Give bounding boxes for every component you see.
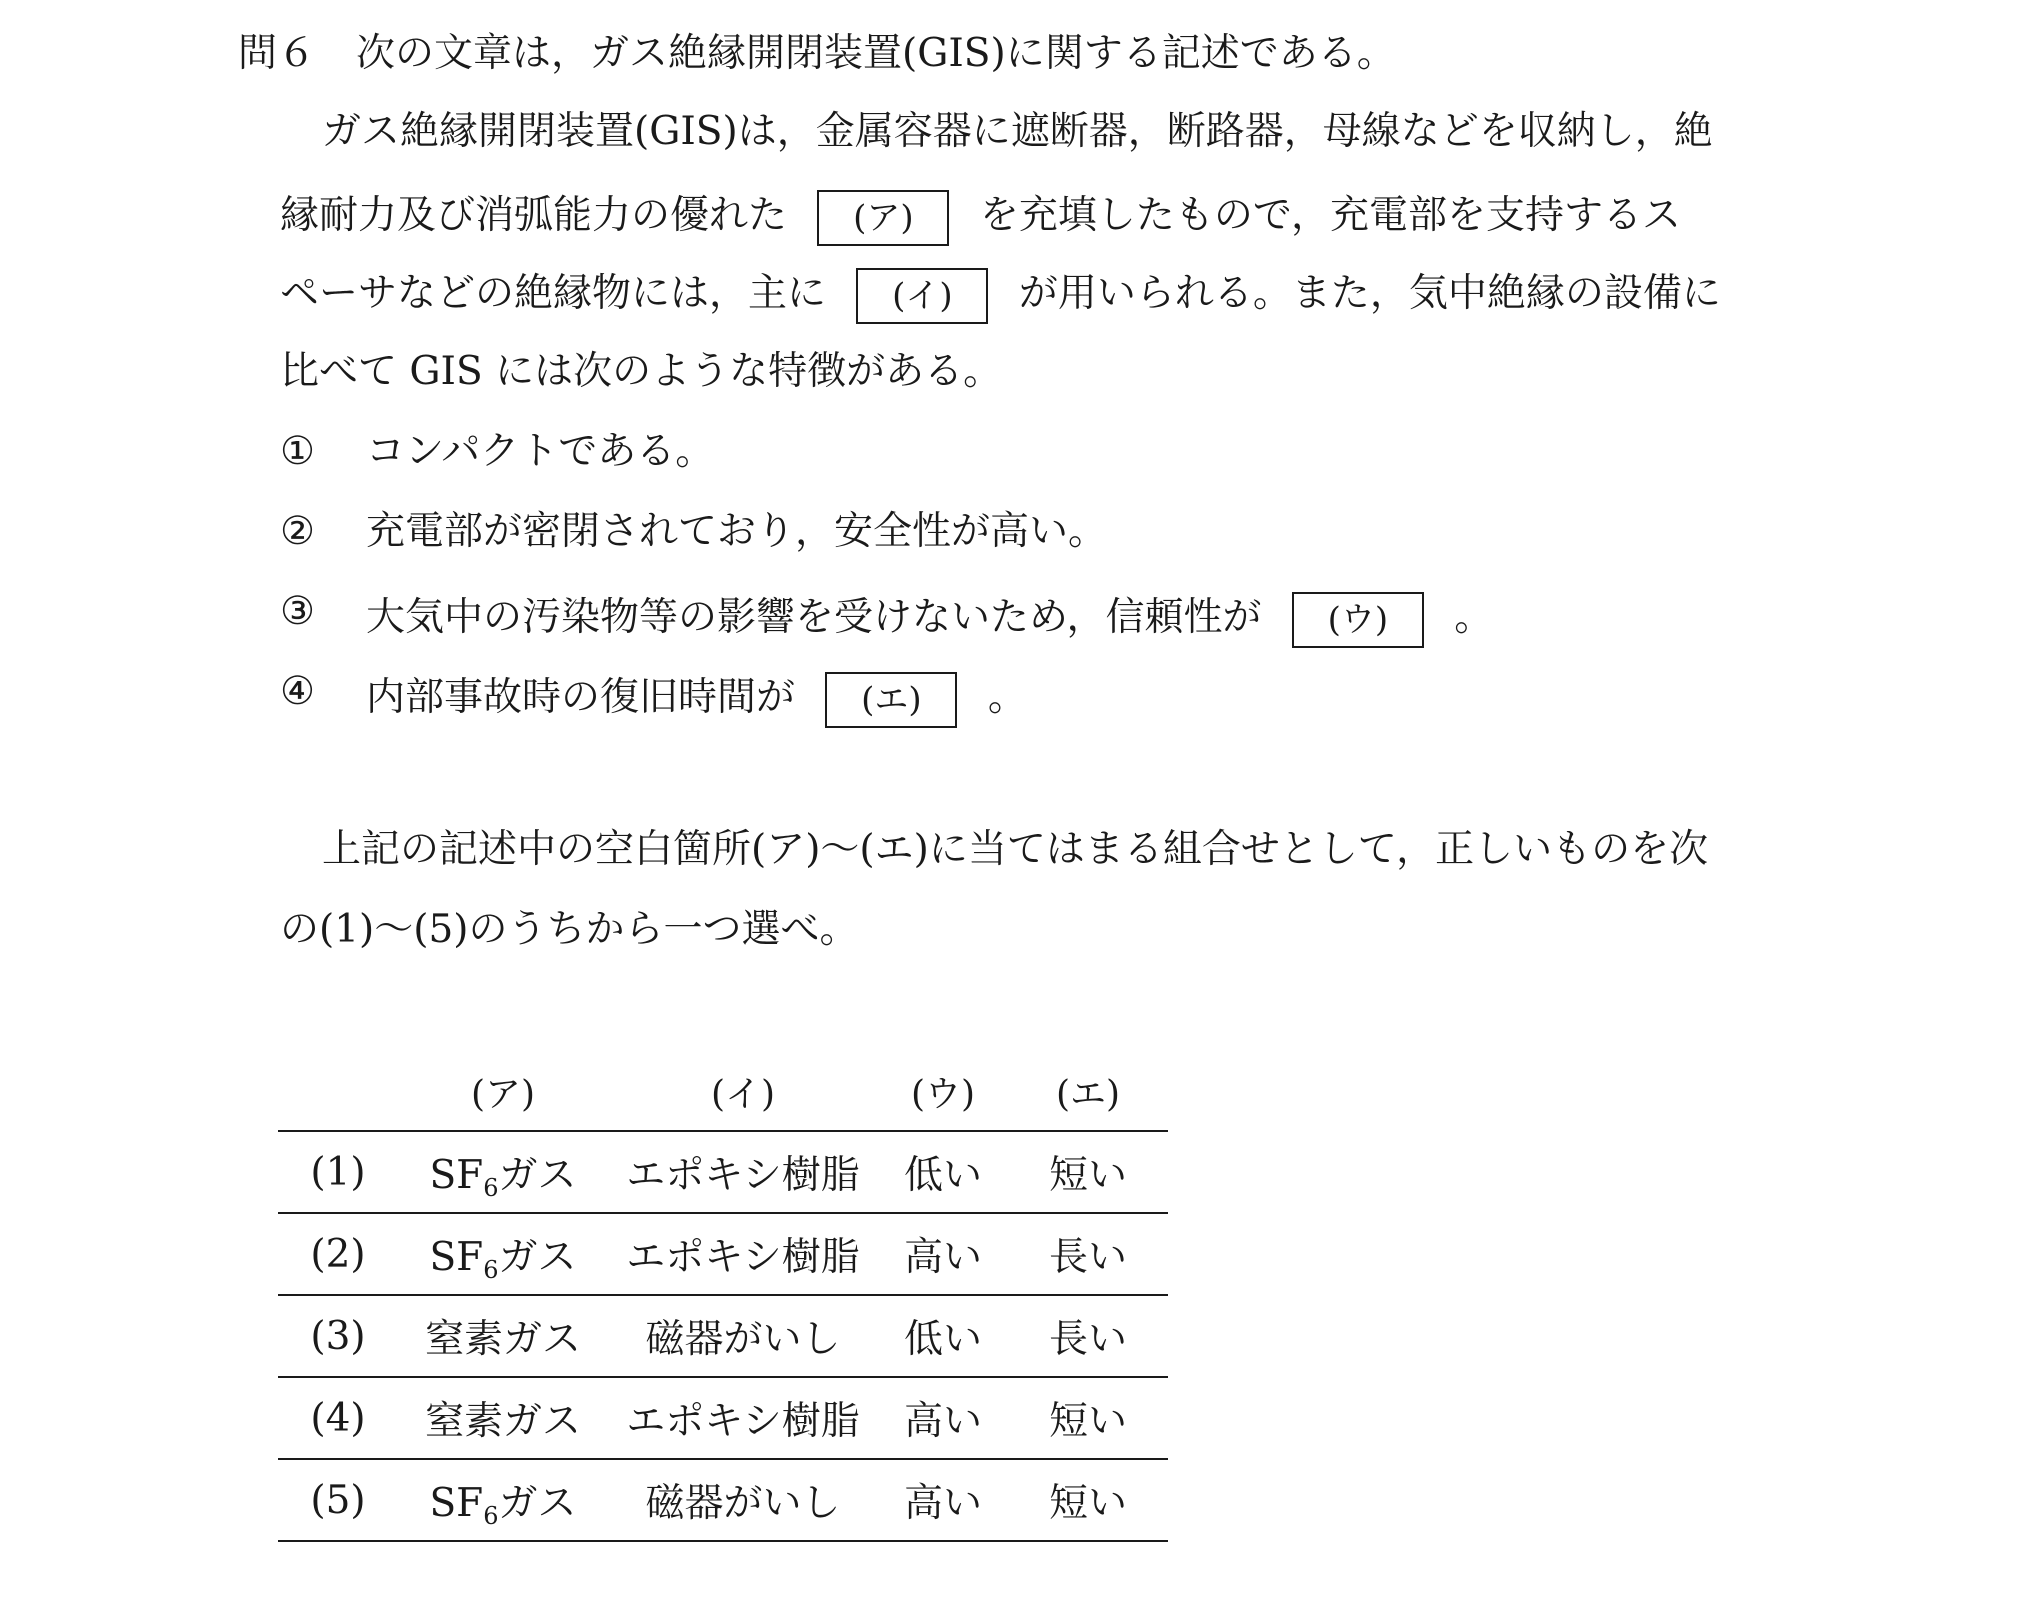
feature-mark: ②: [280, 509, 315, 554]
cell-e: 短い: [1008, 1377, 1168, 1459]
paragraph-text: 縁耐力及び消弧能力の優れた: [280, 193, 788, 238]
paragraph-line-4: 比べて GIS には次のような特徴がある。: [280, 349, 1003, 394]
choice-number: (3): [278, 1295, 398, 1377]
table-row: [278, 1377, 1168, 1459]
paragraph-text: ペーサなどの絶縁物には，主に: [280, 271, 827, 316]
paragraph-line-3: [280, 268, 1721, 324]
blank-box-u: (ウ): [1292, 592, 1424, 648]
cell-a: $SF_6$ガス: [398, 1131, 608, 1213]
cell-e: 短い: [1008, 1131, 1168, 1213]
cell-u: 高い: [878, 1377, 1008, 1459]
cell-i: 磁器がいし: [608, 1295, 878, 1377]
paragraph-text: が用いられる。また，気中絶縁の設備に: [1018, 271, 1721, 316]
cell-a: $SF_6$ガス: [398, 1459, 608, 1541]
choices-table: [278, 1052, 1168, 1542]
cell-e: 短い: [1008, 1459, 1168, 1541]
feature-text: コンパクトである。: [366, 429, 715, 474]
cell-i: エポキシ樹脂: [608, 1377, 878, 1459]
table-header: (ア): [470, 1073, 536, 1115]
choice-number: (4): [278, 1377, 398, 1459]
paragraph-text: を充填したもので，充電部を支持するス: [979, 193, 1682, 238]
blank-box-i: (イ): [856, 268, 988, 324]
paragraph-line-1: ガス絶縁開閉装置(GIS)は，金属容器に遮断器，断路器，母線などを収納し，絶: [322, 109, 1713, 154]
table-row: [278, 1459, 1168, 1541]
paragraph-line-2: [280, 190, 1681, 246]
choice-number: (1): [278, 1131, 398, 1213]
question-number: 問６: [238, 31, 317, 76]
cell-a: 窒素ガス: [398, 1295, 608, 1377]
table-row: [278, 1213, 1168, 1295]
cell-i: 磁器がいし: [608, 1459, 878, 1541]
feature-mark: ③: [280, 589, 315, 634]
cell-a: $SF_6$ガス: [398, 1213, 608, 1295]
table-header: (ウ): [910, 1073, 976, 1115]
feature-text: 充電部が密閉されており，安全性が高い。: [366, 509, 1108, 554]
cell-u: 低い: [878, 1295, 1008, 1377]
table-header-row: [278, 1052, 1168, 1131]
cell-e: 長い: [1008, 1295, 1168, 1377]
table-row: [278, 1295, 1168, 1377]
table-header: (イ): [710, 1073, 776, 1115]
choice-number: (5): [278, 1459, 398, 1541]
feature-text: 大気中の汚染物等の影響を受けないため，信頼性が: [366, 595, 1262, 640]
cell-i: エポキシ樹脂: [608, 1213, 878, 1295]
cell-u: 高い: [878, 1213, 1008, 1295]
blank-box-e: (エ): [825, 672, 957, 728]
cell-u: 高い: [878, 1459, 1008, 1541]
table-header: [278, 1052, 398, 1131]
instruction-line-1: 上記の記述中の空白箇所(ア)～(エ)に当てはまる組合せとして，正しいものを次: [322, 827, 1709, 872]
feature-line-3: [366, 592, 1493, 648]
cell-u: 低い: [878, 1131, 1008, 1213]
table-header: (エ): [1055, 1073, 1121, 1115]
feature-mark: ①: [280, 429, 315, 474]
cell-e: 長い: [1008, 1213, 1168, 1295]
cell-i: エポキシ樹脂: [608, 1131, 878, 1213]
table-row: [278, 1131, 1168, 1213]
feature-end: 。: [1454, 595, 1494, 640]
blank-box-a: (ア): [817, 190, 949, 246]
cell-a: 窒素ガス: [398, 1377, 608, 1459]
question-heading: [238, 31, 1396, 76]
question-title: 次の文章は，ガス絶縁開閉装置(GIS)に関する記述である。: [356, 31, 1396, 76]
feature-line-4: [366, 672, 1027, 728]
feature-mark: ④: [280, 669, 315, 714]
instruction-line-2: の(1)～(5)のうちから一つ選べ。: [280, 907, 859, 952]
feature-text: 内部事故時の復旧時間が: [366, 675, 796, 720]
feature-end: 。: [987, 675, 1027, 720]
choice-number: (2): [278, 1213, 398, 1295]
